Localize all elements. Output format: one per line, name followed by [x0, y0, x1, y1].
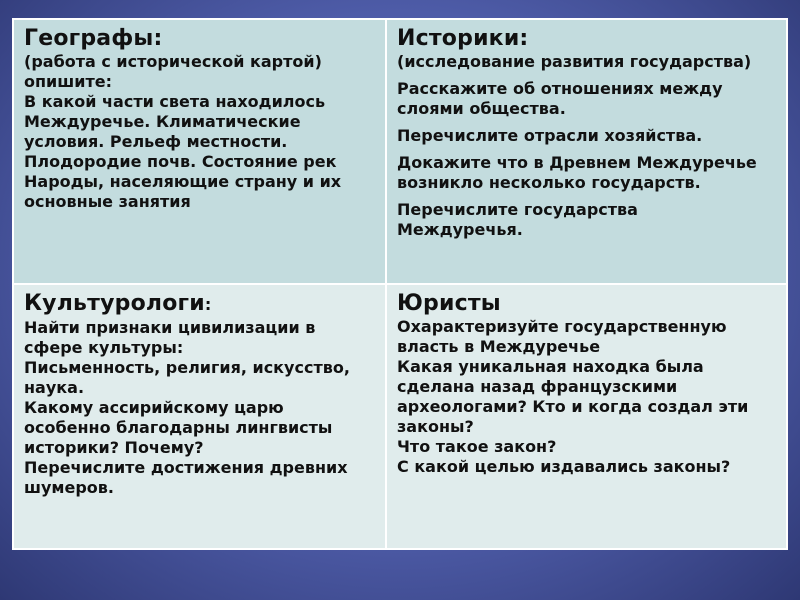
- lawyers-line: С какой целью издавались законы?: [397, 457, 731, 476]
- historians-paragraph: [397, 200, 778, 240]
- geographers-line: Народы, населяющие страну и их: [24, 172, 342, 191]
- lawyers-line: сделана назад французскими: [397, 377, 678, 396]
- historians-title: Историки:: [397, 26, 529, 51]
- lawyers-line: законы?: [397, 417, 474, 436]
- culturologists-line: особенно благодарны лингвисты: [24, 418, 333, 437]
- culturologists-title: [24, 291, 377, 318]
- culturologists-title-colon: :: [204, 295, 212, 314]
- cell-historians: [387, 20, 786, 285]
- assignment-table: [12, 18, 788, 550]
- culturologists-line: наука.: [24, 378, 85, 397]
- culturologists-line: сфере культуры:: [24, 338, 184, 357]
- culturologists-line: Найти признаки цивилизации в: [24, 318, 316, 337]
- geographers-line: опишите:: [24, 72, 112, 91]
- historians-line: Докажите что в Древнем Междуречье: [397, 153, 757, 172]
- culturologists-line: историки? Почему?: [24, 438, 204, 457]
- geographers-line: основные занятия: [24, 192, 191, 211]
- lawyers-line: власть в Междуречье: [397, 337, 601, 356]
- historians-line: Перечислите отрасли хозяйства.: [397, 126, 703, 145]
- historians-paragraph: [397, 126, 778, 146]
- culturologists-line: Перечислите достижения древних: [24, 458, 348, 477]
- culturologists-line: Какому ассирийскому царю: [24, 398, 284, 417]
- historians-line: возникло несколько государств.: [397, 173, 701, 192]
- historians-subtitle: (исследование развития государства): [397, 52, 752, 71]
- historians-line: слоями общества.: [397, 99, 566, 118]
- historians-line: Расскажите об отношениях между: [397, 79, 723, 98]
- lawyers-line: археологами? Кто и когда создал эти: [397, 397, 749, 416]
- lawyers-title: Юристы: [397, 291, 501, 316]
- lawyers-line: Что такое закон?: [397, 437, 557, 456]
- lawyers-line: Охарактеризуйте государственную: [397, 317, 727, 336]
- culturologists-line: шумеров.: [24, 478, 114, 497]
- geographers-line: условия. Рельеф местности.: [24, 132, 288, 151]
- historians-line: Перечислите государства: [397, 200, 638, 219]
- cell-geographers: [14, 20, 387, 285]
- geographers-subtitle: (работа с исторической картой): [24, 52, 322, 71]
- geographers-title: Географы:: [24, 26, 163, 51]
- culturologists-title-text: Культурологи: [24, 291, 205, 316]
- historians-paragraph: [397, 79, 778, 119]
- cell-lawyers: [387, 285, 786, 548]
- geographers-line: Плодородие почв. Состояние рек: [24, 152, 337, 171]
- lawyers-line: Какая уникальная находка была: [397, 357, 704, 376]
- cell-culturologists: [14, 285, 387, 548]
- geographers-line: В какой части света находилось: [24, 92, 326, 111]
- historians-line: Междуречья.: [397, 220, 523, 239]
- culturologists-line: Письменность, религия, искусство,: [24, 358, 350, 377]
- geographers-line: Междуречье. Климатические: [24, 112, 301, 131]
- historians-paragraph: [397, 153, 778, 193]
